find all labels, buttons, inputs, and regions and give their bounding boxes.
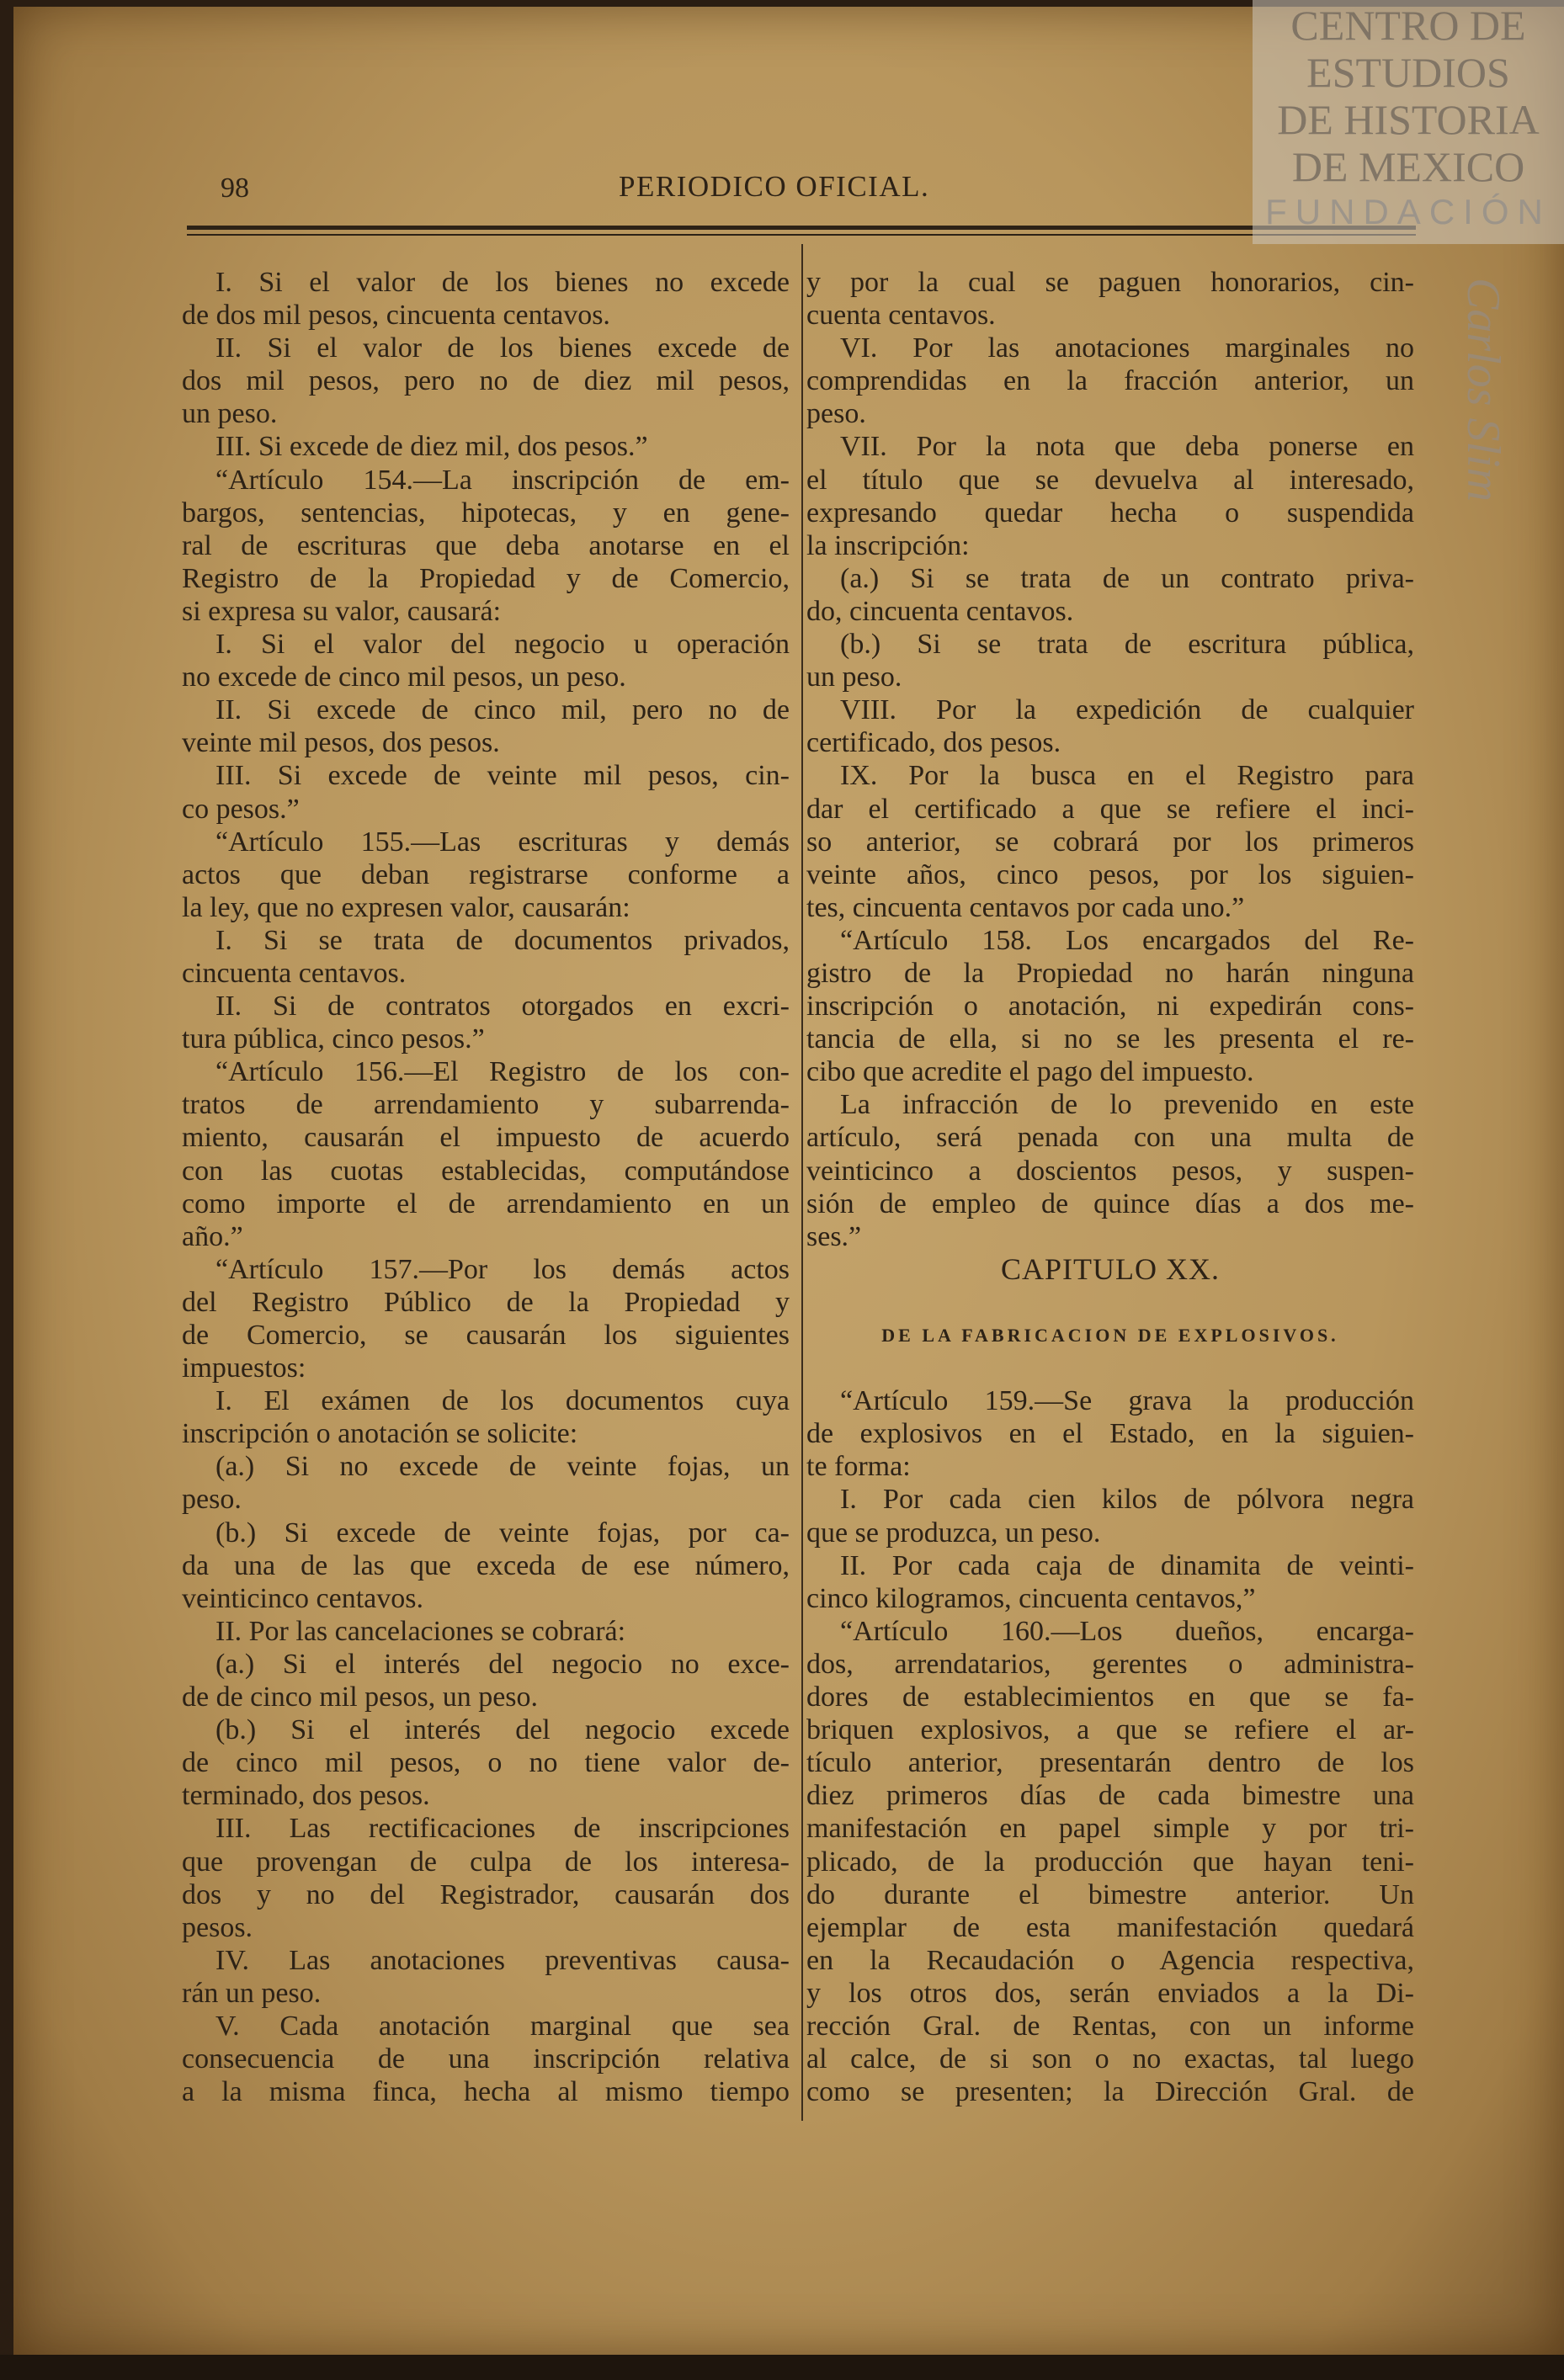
text-line: cuenta centavos. — [806, 300, 996, 332]
text-line: tes, cincuenta centavos por cada uno.” — [806, 891, 1245, 923]
text-line: VIII. Por la expedición de cualquier — [840, 694, 1414, 726]
text-line: con las cuotas establecidas, computándose — [182, 1155, 790, 1187]
text-line: veinte años, cinco pesos, por los siguien- — [806, 858, 1414, 890]
text-line: ses.” — [806, 1220, 862, 1252]
text-line: veinticinco a doscientos pesos, y suspen- — [806, 1155, 1414, 1187]
text-line: IX. Por la busca en el Registro para — [840, 760, 1414, 792]
text-line: II. Por cada caja de dinamita de veinti- — [840, 1549, 1414, 1581]
page-number: 98 — [221, 173, 249, 204]
text-line: y los otros dos, serán enviados a la Di- — [806, 1977, 1414, 2009]
header-rule-thin — [187, 234, 1416, 236]
text-line: do durante el bimestre anterior. Un — [806, 1878, 1414, 1910]
text-line: plicado, de la producción que hayan teni- — [806, 1846, 1414, 1878]
text-line: de explosivos en el Estado, en la siguien- — [806, 1418, 1414, 1450]
text-line: en la Recaudación o Agencia respectiva, — [806, 1944, 1414, 1976]
text-line: I. El exámen de los documentos cuya — [215, 1385, 790, 1417]
text-line: (a.) Si se trata de un contrato priva- — [840, 562, 1414, 594]
text-line: II. Si de contratos otorgados en excri- — [215, 991, 790, 1023]
chapter-title: CAPITULO XX. — [1001, 1251, 1220, 1286]
text-line: rección Gral. de Rentas, con un informe — [806, 2010, 1414, 2042]
text-line: peso. — [182, 1484, 242, 1516]
right-column-text-before — [806, 266, 1414, 1253]
text-line: III. Si excede de veinte mil pesos, cin- — [215, 760, 790, 792]
text-line: dos mil pesos, pero no de diez mil pesos, — [182, 365, 790, 397]
text-line: si expresa su valor, causará: — [182, 595, 502, 627]
text-line: año.” — [182, 1220, 243, 1252]
column-divider — [801, 244, 803, 2121]
text-line: veinticinco centavos. — [182, 1582, 424, 1614]
text-line: inscripción o anotación, ni expedirán cons- — [806, 991, 1414, 1023]
text-line: dos, arrendatarios, gerentes o administra- — [806, 1648, 1414, 1680]
text-line: (a.) Si el interés del negocio no exce- — [215, 1648, 790, 1680]
text-line: que se produzca, un peso. — [806, 1517, 1101, 1549]
text-line: bargos, sentencias, hipotecas, y en gene- — [182, 497, 790, 529]
text-line: artículo, será penada con una multa de — [806, 1122, 1414, 1154]
text-line: de dos mil pesos, cincuenta centavos. — [182, 300, 610, 332]
text-line: ejemplar de esta manifestación quedará — [806, 1911, 1414, 1943]
text-line: como importe el de arrendamiento en un — [182, 1187, 790, 1219]
text-line: II. Si excede de cinco mil, pero no de — [215, 694, 790, 726]
text-line: cibo que acredite el pago del impuesto. — [806, 1056, 1254, 1088]
text-line: expresando quedar hecha o suspendida — [806, 497, 1414, 529]
text-line: “Artículo 159.—Se grava la producción — [840, 1385, 1414, 1417]
text-line: “Artículo 157.—Por los demás actos — [215, 1253, 790, 1285]
text-line: el título que se devuelva al interesado, — [806, 464, 1414, 496]
text-line: co pesos.” — [182, 793, 300, 825]
text-line: “Artículo 158. Los encargados del Re- — [840, 924, 1414, 956]
text-line: I. Si el valor del negocio u operación — [215, 629, 790, 661]
text-line: “Artículo 160.—Los dueños, encarga- — [840, 1615, 1414, 1647]
text-line: tancia de ella, si no se les presenta el re- — [806, 1023, 1414, 1055]
text-line: dos y no del Registrador, causarán dos — [182, 1878, 790, 1910]
text-line: tículo anterior, presentarán dentro de los — [806, 1747, 1414, 1779]
text-line: de de cinco mil pesos, un peso. — [182, 1681, 539, 1713]
scan-background-edge — [0, 2355, 1564, 2380]
text-line: gistro de la Propiedad no harán ninguna — [806, 957, 1414, 989]
text-line: veinte mil pesos, dos pesos. — [182, 727, 500, 759]
watermark-signature: Carlos Slim — [1457, 278, 1509, 502]
text-line: diez primeros días de cada bimestre una — [806, 1780, 1414, 1812]
text-line: IV. Las anotaciones preventivas causa- — [215, 1944, 790, 1976]
newspaper-title: PERIODICO OFICIAL. — [619, 170, 930, 203]
text-line: terminado, dos pesos. — [182, 1780, 430, 1812]
text-line: I. Por cada cien kilos de pólvora negra — [840, 1484, 1414, 1516]
text-line: no excede de cinco mil pesos, un peso. — [182, 661, 626, 693]
header-rule-thick — [187, 226, 1416, 230]
left-column — [182, 266, 790, 2108]
text-line: III. Las rectificaciones de inscripciones — [215, 1813, 790, 1845]
text-line: (b.) Si excede de veinte fojas, por ca- — [215, 1517, 790, 1549]
text-line: dores de establecimientos en que se fa- — [806, 1681, 1414, 1713]
text-line: da una de las que exceda de ese número, — [182, 1549, 790, 1581]
text-line: a la misma finca, hecha al mismo tiempo — [182, 2076, 790, 2108]
text-line: la ley, que no expresen valor, causarán: — [182, 891, 630, 923]
text-line: Registro de la Propiedad y de Comercio, — [182, 562, 790, 594]
text-line: I. Si el valor de los bienes no excede — [215, 267, 790, 298]
right-column — [806, 266, 1414, 2108]
text-line: de Comercio, se causarán los siguientes — [182, 1320, 790, 1351]
text-line: certificado, dos pesos. — [806, 727, 1061, 759]
text-line: (b.) Si se trata de escritura pública, — [840, 629, 1414, 661]
watermark-foundation: FUNDACIÓN — [1265, 192, 1551, 231]
text-line: consecuencia de una inscripción relativa — [182, 2043, 790, 2075]
text-line: que provengan de culpa de los interesa- — [182, 1846, 790, 1878]
text-line: II. Si el valor de los bienes excede de — [215, 332, 790, 364]
text-line: ral de escrituras que deba anotarse en el — [182, 529, 790, 561]
text-line: dar el certificado a que se refiere el inci- — [806, 793, 1414, 825]
text-line: pesos. — [182, 1911, 253, 1943]
text-line: miento, causarán el impuesto de acuerdo — [182, 1122, 790, 1154]
watermark-line: DE MEXICO — [1291, 143, 1525, 190]
text-line: un peso. — [806, 661, 902, 693]
watermark-line: DE HISTORIA — [1277, 96, 1540, 143]
text-line: (a.) Si no excede de veinte fojas, un — [215, 1451, 790, 1483]
text-line: so anterior, se cobrará por los primeros — [806, 826, 1414, 858]
text-line: impuestos: — [182, 1352, 306, 1384]
text-line: manifestación en papel simple y por tri- — [806, 1813, 1414, 1845]
text-line: del Registro Público de la Propiedad y — [182, 1286, 790, 1318]
text-line: actos que deban registrarse conforme a — [182, 858, 790, 890]
text-line: do, cincuenta centavos. — [806, 595, 1074, 627]
chapter-subtitle: DE LA FABRICACION DE EXPLOSIVOS. — [881, 1325, 1339, 1346]
text-line: La infracción de lo prevenido en este — [840, 1089, 1414, 1121]
text-line: VII. Por la nota que deba ponerse en — [840, 431, 1414, 463]
text-line: III. Si excede de diez mil, dos pesos.” — [215, 431, 648, 463]
text-line: comprendidas en la fracción anterior, un — [806, 365, 1414, 397]
text-line: al calce, de si son o no exactas, tal luego — [806, 2043, 1414, 2075]
text-line: (b.) Si el interés del negocio excede — [215, 1714, 790, 1746]
text-line: rán un peso. — [182, 1977, 322, 2009]
text-line: briquen explosivos, a que se refiere el ar- — [806, 1714, 1414, 1746]
text-line: “Artículo 155.—Las escrituras y demás — [215, 826, 790, 858]
text-line: de cinco mil pesos, o no tiene valor de- — [182, 1747, 790, 1779]
text-line: I. Si se trata de documentos privados, — [215, 924, 790, 956]
text-line: tura pública, cinco pesos.” — [182, 1023, 485, 1055]
watermark-line: CENTRO DE — [1290, 2, 1526, 49]
text-line: un peso. — [182, 398, 278, 430]
text-line: tratos de arrendamiento y subarrenda- — [182, 1089, 790, 1121]
text-line: como se presenten; la Dirección Gral. de — [806, 2076, 1414, 2108]
text-line: sión de empleo de quince días a dos me- — [806, 1187, 1414, 1219]
watermark-line: ESTUDIOS — [1306, 49, 1510, 96]
text-line: y por la cual se paguen honorarios, cin- — [806, 267, 1414, 298]
text-line: te forma: — [806, 1451, 911, 1483]
text-line: peso. — [806, 398, 866, 430]
text-line: cinco kilogramos, cincuenta centavos,” — [806, 1582, 1256, 1614]
right-column-text-after — [806, 1384, 1414, 2108]
text-line: VI. Por las anotaciones marginales no — [840, 332, 1414, 364]
text-line: inscripción o anotación se solicite: — [182, 1418, 578, 1450]
text-line: II. Por las cancelaciones se cobrará: — [215, 1615, 626, 1647]
text-line: “Artículo 156.—El Registro de los con- — [215, 1056, 790, 1088]
text-line: “Artículo 154.—La inscripción de em- — [215, 464, 790, 496]
text-line: V. Cada anotación marginal que sea — [215, 2010, 790, 2042]
text-line: la inscripción: — [806, 529, 970, 561]
text-line: cincuenta centavos. — [182, 957, 407, 989]
